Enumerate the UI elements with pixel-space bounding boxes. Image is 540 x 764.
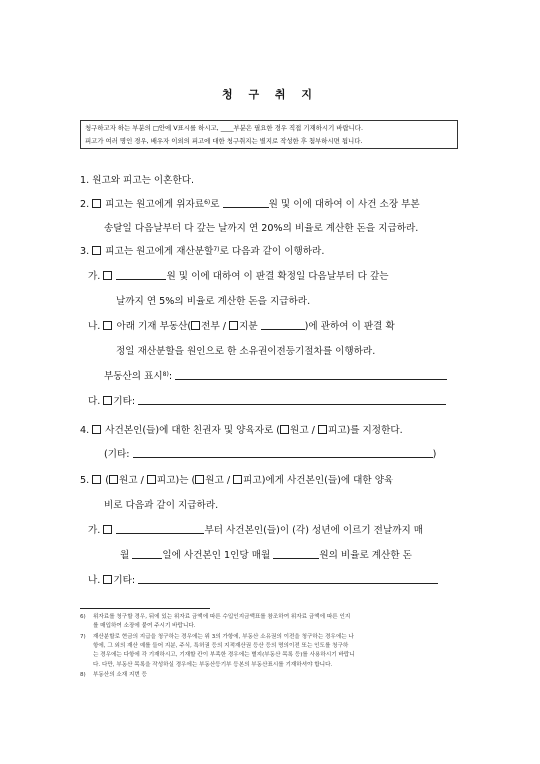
share-checkbox[interactable] [229,321,238,330]
custody-defendant-label: 피고)를 지정한다. [327,425,403,436]
item-3-na-checkbox[interactable] [103,321,112,330]
custody-plaintiff-checkbox[interactable] [280,425,289,434]
item-5 [80,472,393,486]
footnote-ref-8: 8) [162,371,169,378]
payer-defendant-checkbox[interactable] [147,475,156,484]
payee-defendant-checkbox[interactable] [233,475,242,484]
property-description-row [104,368,447,382]
payee-defendant-label: 피고)에게 사건본인(들)에 대한 양육 [243,475,394,486]
footnote-7 [80,633,470,670]
item-4-other-row [104,446,436,460]
item-4-checkbox[interactable] [92,425,101,434]
item-5-other-field[interactable] [138,574,438,584]
item-3-ga-label: 가. [88,271,101,282]
item-1 [80,172,194,186]
item-4-close-paren: ) [432,449,437,460]
payment-day-field[interactable] [132,549,162,559]
share-label: 지분 [239,321,258,332]
item-2-text: 피고는 원고에게 위자료 [105,199,205,210]
footnote-6 [80,613,470,631]
item-3-ga-line-2 [116,293,310,307]
item-2-checkbox[interactable] [92,199,101,208]
payer-defendant-label: 피고)는 ( [156,475,196,486]
item-3-na [88,318,395,332]
item-5-ga-text-cont: 일에 사건본인 1인당 매월 [162,550,271,561]
footnote-ref-6: 6) [204,199,211,206]
item-3-na-label: 나. [88,321,101,332]
item-1-text: 1. 원고와 피고는 이혼한다. [80,175,195,186]
item-3-number: 3. [80,246,90,257]
footnote-7-line-4: 다. 다만, 부동산 목록을 작성하실 경우에는 부동산등기부 등본의 부동산표시를 기재하셔야 합니다. [93,661,333,668]
payee-plaintiff-checkbox[interactable] [195,475,204,484]
instruction-line-2: 피고가 여러 명인 경우, 배우자 이외의 피고에 대한 청구취지는 별지로 작성한 후 첨부하시면 됩니다. [85,137,363,145]
footnote-6-line-1: 위자료를 청구할 경우, 뒤에 있는 위자료 금액에 따른 수입인지금액표를 참조하여 위자료 금액에 따른 인지 [93,614,351,620]
alimony-amount-field[interactable] [223,198,269,208]
custody-plaintiff-label: 원고 / [290,425,315,436]
footnote-8 [80,671,470,680]
item-5-ga-text-end: 원의 비율로 계산한 돈 [319,550,412,561]
item-3-other-field[interactable] [138,395,446,405]
property-description-colon: : [168,371,173,382]
item-3-na-text-cont: )에 관하여 이 판결 확 [304,321,395,332]
item-2-number: 2. [80,199,90,210]
item-2-line-2 [104,220,418,234]
item-4-number: 4. [80,425,90,436]
item-3-na-text-line2: 정일 재산분할을 원인으로 한 소유권이전등기절차를 이행하라. [116,346,376,357]
item-5-na-label: 나. [88,575,101,586]
item-5-checkbox[interactable] [92,475,101,484]
item-3-na-line-2 [116,343,375,357]
support-start-date-field[interactable] [116,524,204,534]
item-3-da-other-label: 기타: [113,396,136,407]
item-3 [80,243,324,257]
property-description-label: 부동산의 표시 [104,371,163,382]
item-4-text: 사건본인(들)에 대한 친권자 및 양육자로 ( [105,425,281,436]
share-ratio-field[interactable] [261,320,305,330]
item-2-text-line2: 송달일 다음날부터 다 갚는 날까지 연 20%의 비율로 계산한 돈을 지급하라. [104,223,419,234]
whole-checkbox[interactable] [191,321,200,330]
item-3-text: 피고는 원고에게 재산분할 [105,246,214,257]
footnote-7-number: 7) [80,634,86,640]
item-5-ga-text: 부터 사건본인(들)이 (각) 성년에 이르기 전날까지 매 [204,525,424,536]
item-5-ga-label: 가. [88,525,101,536]
item-5-number: 5. [80,475,90,486]
footnote-6-line-2: 를 매입하여 소장에 붙여 주시기 바랍니다. [93,623,196,630]
payer-plaintiff-checkbox[interactable] [109,475,118,484]
item-4-other-field[interactable] [133,448,433,458]
item-3-na-text: 아래 기재 부동산( [116,321,192,332]
item-3-ga-text-line2: 날까지 연 5%의 비율로 계산한 돈을 지급하라. [116,296,311,307]
item-5-ga-checkbox[interactable] [103,525,112,534]
item-5-na-checkbox[interactable] [103,575,112,584]
item-5-ga-month-label: 월 [120,550,130,561]
footnote-divider [80,608,210,609]
item-5-na [88,572,438,586]
footnote-8-line-1: 부동산의 소재 지번 등 [93,672,147,678]
item-5-na-other-label: 기타: [113,575,136,586]
item-5-ga-line-2 [120,547,412,561]
footnote-7-line-3: 는 경우에는 다항에 각 기재하시고, 기재할 칸이 부족한 경우에는 별지(부동산 목록 등)를 사용하시기 바랍니 [93,652,355,659]
payer-plaintiff-label: 원고 / [119,475,144,486]
whole-label: 전부 / [201,321,226,332]
item-5-ga [88,522,423,536]
item-5-text-line2: 비로 다음과 같이 지급하라. [104,500,219,511]
property-cash-amount-field[interactable] [116,270,166,280]
item-2 [80,196,420,210]
item-3-ga-checkbox[interactable] [103,271,112,280]
footnote-6-number: 6) [80,614,86,620]
item-3-ga [88,268,389,282]
item-3-text-cont: 로 다음과 같이 이행하라. [219,246,325,257]
item-4 [80,422,403,436]
page-title: 청 구 취 지 [222,88,318,101]
item-3-ga-text: 원 및 이에 대하여 이 판결 확정일 다음날부터 다 갚는 [166,271,389,282]
item-3-checkbox[interactable] [92,246,101,255]
item-4-other-label: (기타: [104,449,130,460]
footnote-ref-7: 7) [213,246,220,253]
property-description-field[interactable] [175,370,447,380]
item-3-da [88,393,446,407]
footnote-7-line-1: 재산분할로 현금의 지급을 청구하는 경우에는 위 3의 가항에, 부동산 소유권의 이전을 청구하는 경우에는 나 [93,634,354,640]
item-5-open-paren: ( [105,475,110,486]
item-3-da-label: 다. [88,396,101,407]
item-5-line-2 [104,497,218,511]
instruction-box [80,120,458,149]
footnote-7-line-2: 항에, 그 외의 재산 예를 들어 지분, 주식, 특허권 등의 지적재산권 등산 등의 명의이전 또는 인도를 청구하 [93,643,349,650]
item-2-text-cont: 원 및 이에 대하여 이 사건 소장 부본 [268,199,420,210]
instruction-line-1: 청구하고자 하는 부분의 □안에 V표시를 하시고, ____부분은 필요한 경우 직접 기재하시기 바랍니다. [85,124,364,132]
item-2-text-suffix: 로 [210,199,220,210]
payee-plaintiff-label: 원고 / [205,475,231,486]
custody-defendant-checkbox[interactable] [318,425,327,434]
monthly-support-amount-field[interactable] [273,549,319,559]
footnote-8-number: 8) [80,672,86,678]
item-3-da-checkbox[interactable] [103,396,112,405]
